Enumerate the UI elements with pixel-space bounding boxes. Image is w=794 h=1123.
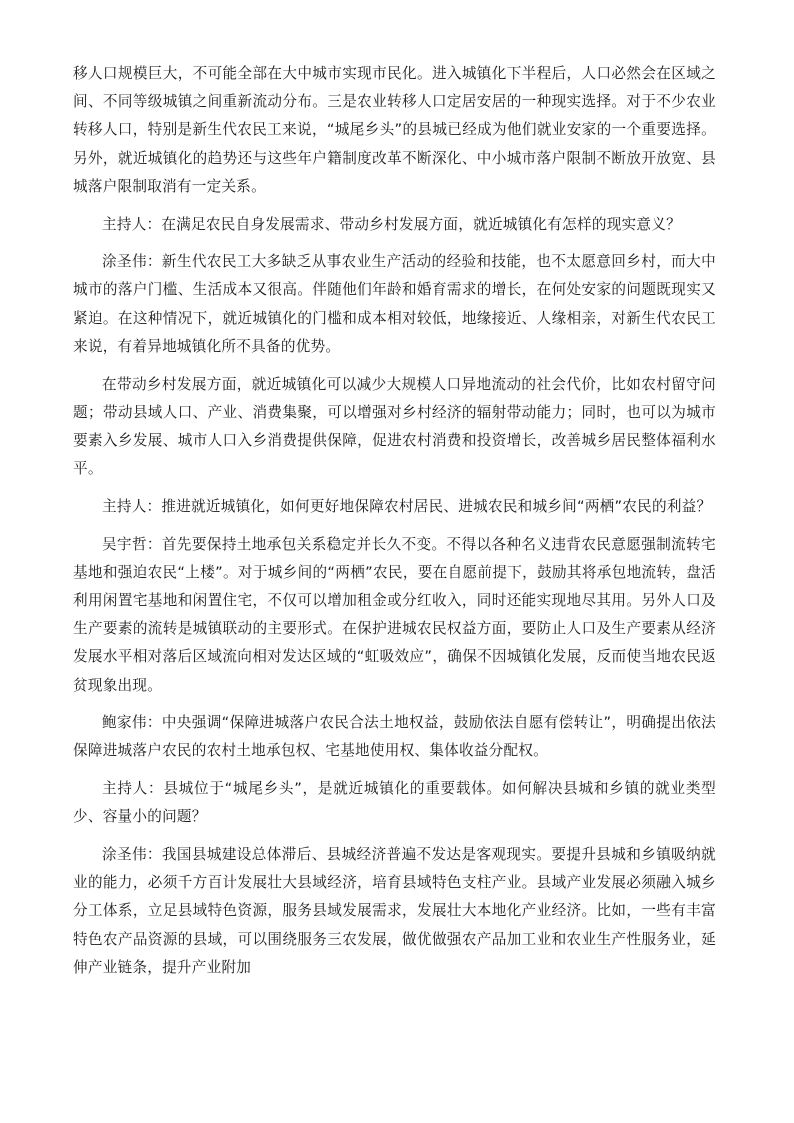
paragraph-tu-answer-1-continued: 在带动乡村发展方面，就近城镇化可以减少大规模人口异地流动的社会代价，比如农村留守问题；带动县域人口、产业、消费集聚，可以增强对乡村经济的辐射带动能力；同时，也可以为城市要素入乡发展、城市人口入乡消费提供保障，促进农村消费和投资增长，改善城乡居民整体福利水平。 — [73, 375, 716, 478]
paragraph-tu-answer-1: 涂圣伟：新生代农民工大多缺乏从事农业生产活动的经验和技能，也不太愿意回乡村，而大中城市的落户门槛、生活成本又很高。伴随他们年龄和婚育需求的增长，在何处安家的问题既现实又紧迫。在这种情况下，就近城镇化的门槛和成本相对较低，地缘接近、人缘相亲，对新生代农民工来说，有着异地城镇化所不具备的优势。 — [73, 253, 716, 355]
paragraph-host-question-1: 主持人：在满足农民自身发展需求、带动乡村发展方面，就近城镇化有怎样的现实意义？ — [102, 215, 681, 233]
paragraph-host-question-3: 主持人：县城位于“城尾乡头”，是就近城镇化的重要载体。如何解决县城和乡镇的就业类型少、容量小的问题？ — [73, 780, 716, 826]
paragraph-tu-answer-2: 涂圣伟：我国县城建设总体滞后、县城经济普遍不发达是客观现实。要提升县城和乡镇吸纳就业的能力，必须千方百计发展壮大县域经济，培育县域特色支柱产业。县域产业发展必须融入城乡分工体系，立足县域特色资源，服务县域发展需求，发展壮大本地化产业经济。比如，一些有丰富特色农产品资源的县域，可以围绕服务三农发展，做优做强农产品加工业和农业生产性服务业，延伸产业链条，提升产业附加 — [73, 846, 716, 976]
paragraph-wu-answer: 吴宇哲：首先要保持土地承包关系稳定并长久不变。不得以各种名义违背农民意愿强制流转宅基地和强迫农民“上楼”。对于城乡间的“两栖”农民，要在自愿前提下，鼓励其将承包地流转，盘活利用闲置宅基地和闲置住宅，不仅可以增加租金或分红收入，同时还能实现地尽其用。另外人口及生产要素的流转是城镇联动的主要形式。在保护进城农民权益方面，要防止人口及生产要素从经济发展水平相对落后区域流向相对发达区域的“虹吸效应”，确保不因城镇化发展，反而使当地农民返贫现象出现。 — [73, 535, 716, 694]
paragraph-bao-answer: 鲍家伟：中央强调“保障进城落户农民合法土地权益，鼓励依法自愿有偿转让”，明确提出依法保障进城落户农民的农村土地承包权、宅基地使用权、集体收益分配权。 — [73, 714, 716, 760]
paragraph-host-question-2: 主持人：推进就近城镇化，如何更好地保障农村居民、进城农民和城乡间“两栖”农民的利益？ — [102, 497, 712, 515]
document-body — [73, 60, 716, 992]
paragraph-continued: 移人口规模巨大，不可能全部在大中城市实现市民化。进入城镇化下半程后，人口必然会在区域之间、不同等级城镇之间重新流动分布。三是农业转移人口定居安居的一种现实选择。对于不少农业转移人口，特别是新生代农民工来说，“城尾乡头”的县城已经成为他们就业安家的一个重要选择。另外，就近城镇化的趋势还与这些年户籍制度改革不断深化、中小城市落户限制不断放开放宽、县城落户限制取消有一定关系。 — [73, 65, 716, 195]
